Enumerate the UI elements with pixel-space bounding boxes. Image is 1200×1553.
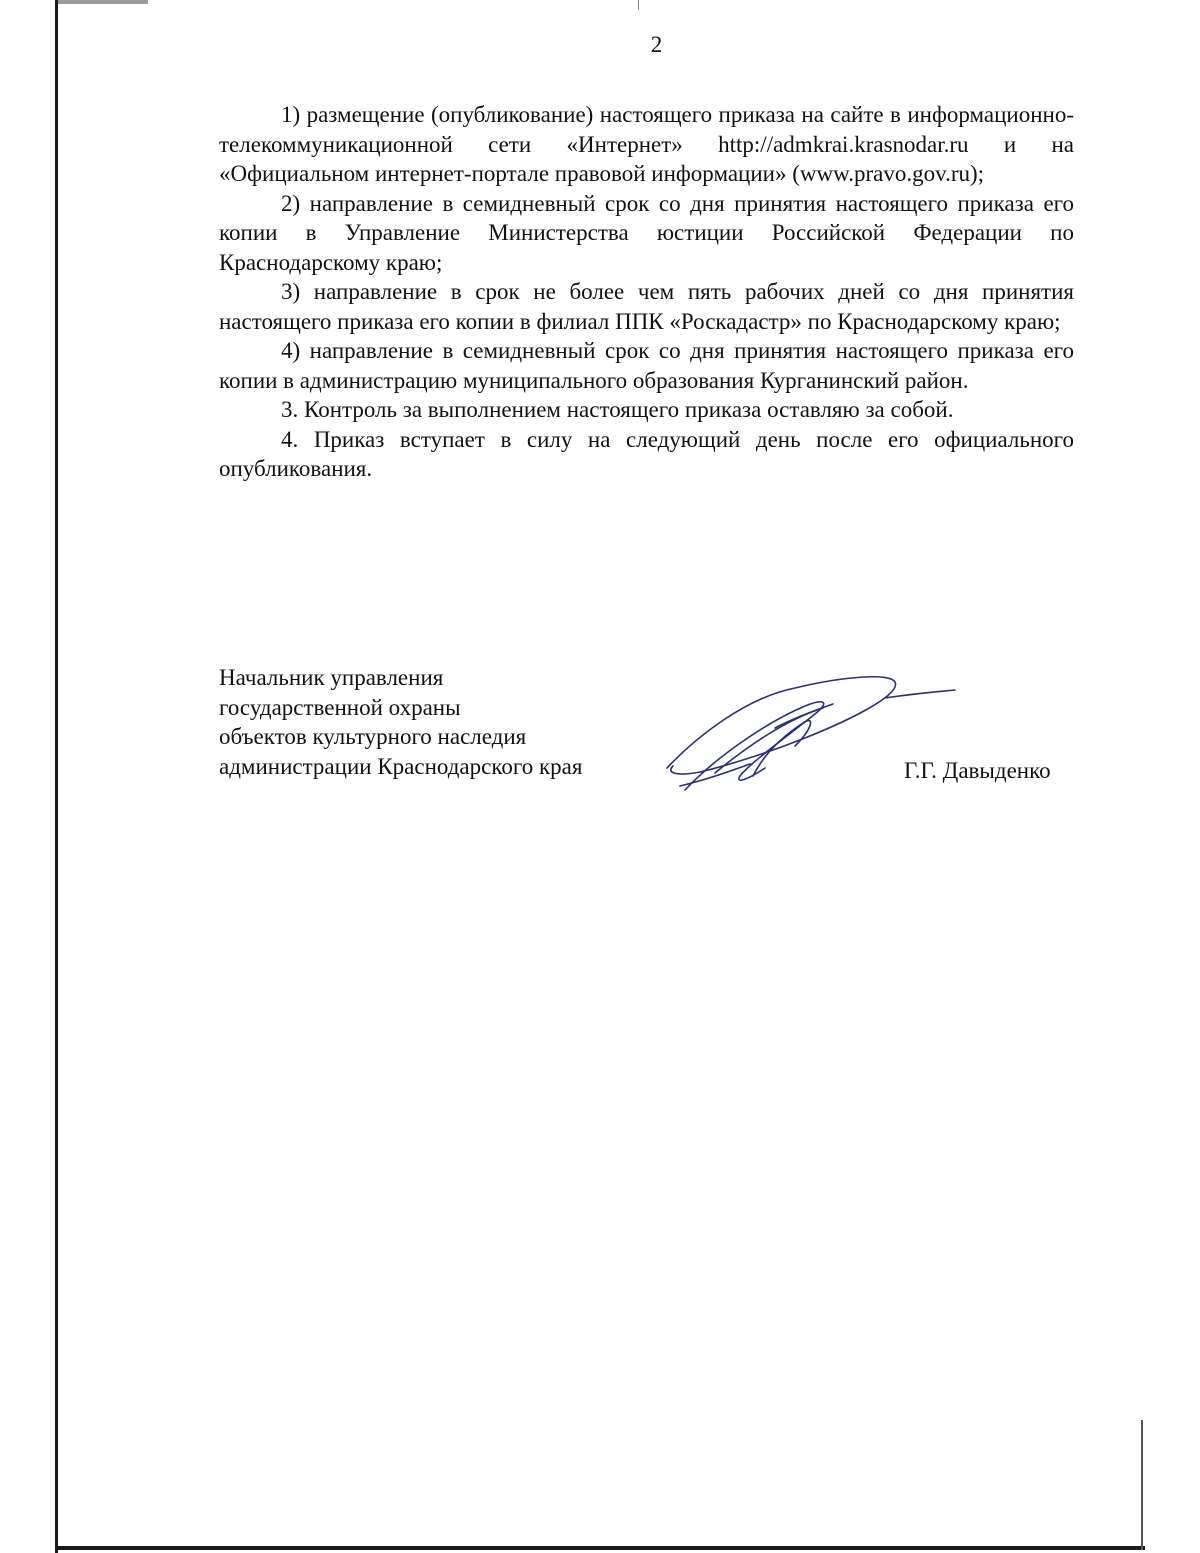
scan-edge-left — [55, 0, 58, 1553]
paragraph-line: приказа его копии в Управление Министерства юстиции Российской — [219, 190, 1075, 245]
paragraph-line: информации» (www.pravo.gov.ru); — [651, 161, 985, 186]
scan-edge-bottom — [55, 1546, 1145, 1550]
signer-name: Г.Г. Давыденко — [904, 758, 1051, 783]
paragraph-item-4 — [219, 336, 1074, 395]
paragraph-line: 2) направление в семидневный срок со дня принятия настоящего — [281, 190, 948, 216]
page-number: 2 — [650, 32, 663, 57]
paragraph-line: Курганинский район. — [759, 367, 969, 393]
paragraph-effective-date — [219, 425, 1074, 484]
paragraph-line: Федерации по Краснодарскому краю; — [219, 220, 1074, 275]
signer-position-line: объектов культурного наследия — [219, 724, 527, 749]
paragraph-line: http://admkrai.krasnodar.ru и на «Официальном интернет-портале правовой — [219, 131, 1075, 186]
document-body — [219, 100, 1074, 484]
paragraph-control — [219, 395, 1074, 425]
signer-position-line: администрации Краснодарского края — [219, 753, 583, 779]
paragraph-line: опубликования. — [219, 456, 373, 481]
paragraph-line: приказа его копии в администрацию муниципального образования — [219, 338, 1075, 393]
paragraph-line: 3. Контроль за выполнением настоящего приказа оставляю за собой. — [281, 397, 954, 422]
scan-edge-right — [1141, 1420, 1143, 1550]
paragraph-item-3 — [219, 277, 1074, 336]
paragraph-item-2 — [219, 189, 1074, 278]
paragraph-item-1 — [219, 100, 1074, 189]
signer-position-line: государственной охраны — [219, 694, 461, 720]
signer-position — [219, 663, 582, 781]
paragraph-line: информационно-телекоммуникационной сети «Интернет» — [219, 102, 1074, 157]
scan-edge-top — [58, 0, 148, 4]
paragraph-line: Краснодарскому краю; — [837, 308, 1061, 334]
scan-tick-top — [638, 0, 639, 10]
paragraph-line: 3) направление в срок не более чем пять рабочих дней со дня принятия — [281, 279, 1074, 304]
signer-position-line: Начальник управления — [219, 665, 444, 690]
paragraph-line: настоящего приказа его копии в филиал ППК «Роскадастр» по — [219, 308, 832, 334]
paragraph-line: 4) направление в семидневный срок со дня принятия настоящего — [281, 338, 948, 363]
paragraph-line: 4. Приказ вступает в силу на следующий день после его официального — [281, 426, 1074, 452]
paragraph-line: 1) размещение (опубликование) настоящего приказа на сайте в — [281, 102, 901, 127]
